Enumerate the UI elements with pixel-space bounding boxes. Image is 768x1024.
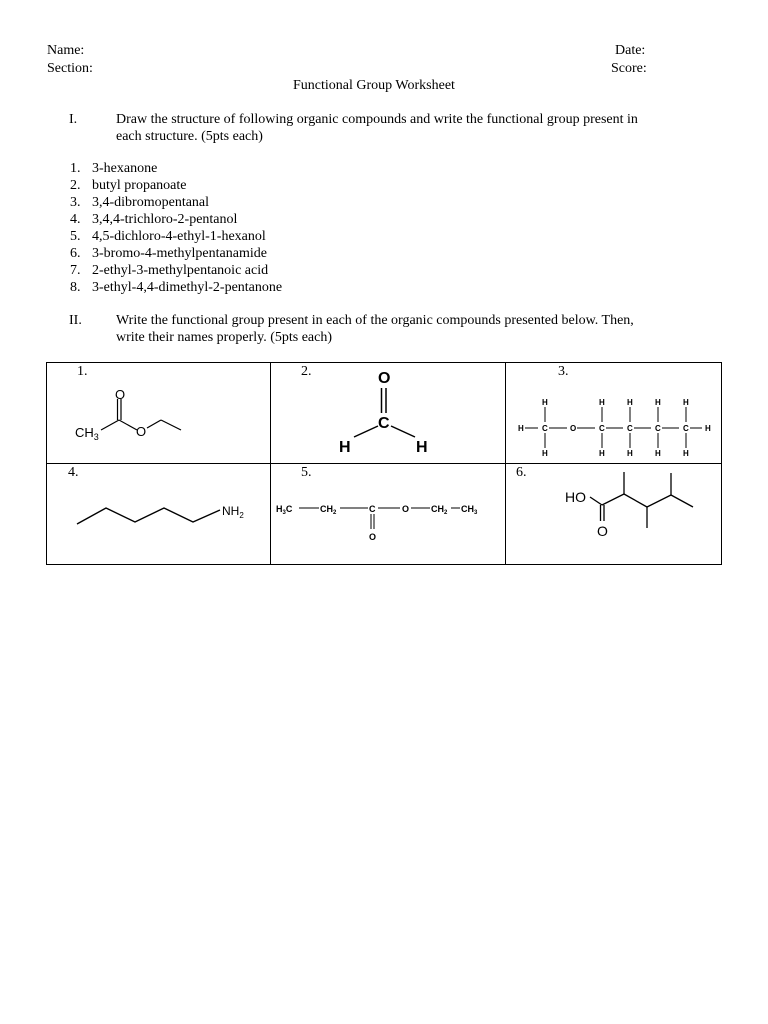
- list-item-num: 3.: [70, 195, 81, 210]
- list-item: 4,5-dichloro-4-ethyl-1-hexanol: [92, 229, 266, 244]
- ho-label: HO: [565, 489, 586, 505]
- nh2-label: $NH_2$: [222, 504, 244, 520]
- structure-5: [274, 496, 504, 546]
- part2-instruction-line2: write their names properly. (5pts each): [116, 330, 333, 345]
- part1-instruction-line1: Draw the structure of following organic compounds and write the functional group present in: [116, 112, 638, 127]
- ch2-label: $CH_2$: [431, 504, 448, 516]
- carbonyl-oxygen-label: O: [369, 532, 377, 542]
- list-item-num: 8.: [70, 280, 81, 295]
- structure-grid: [46, 362, 722, 571]
- list-item-num: 7.: [70, 263, 81, 278]
- carbon-label: C: [369, 504, 376, 514]
- date-label: Date:: [615, 43, 646, 58]
- h-atom: H: [655, 449, 661, 458]
- part2-instruction-line1: Write the functional group present in each of the organic compounds presented below. Then,: [116, 313, 634, 328]
- c-atom: C: [627, 424, 633, 433]
- score-label: Score:: [611, 61, 647, 76]
- h-atom: H: [683, 449, 689, 458]
- cell-number: 4.: [68, 465, 79, 480]
- c-atom: C: [542, 424, 548, 433]
- ch3-label: $CH_3$: [75, 425, 99, 442]
- carbon-label: C: [378, 415, 390, 432]
- part1-numeral: I.: [69, 112, 78, 127]
- h-atom: H: [518, 424, 524, 433]
- h-atom: H: [683, 398, 689, 407]
- list-item: 3-ethyl-4,4-dimethyl-2-pentanone: [92, 280, 283, 295]
- structure-4: [72, 494, 262, 534]
- oxygen-label: O: [378, 370, 391, 387]
- o-atom: O: [570, 424, 577, 433]
- h-atom: H: [599, 398, 605, 407]
- list-item-num: 5.: [70, 229, 81, 244]
- list-item-num: 4.: [70, 212, 81, 227]
- c-atom: C: [599, 424, 605, 433]
- carbonyl-oxygen-label: O: [115, 387, 126, 402]
- ch2-label: $CH_2$: [320, 504, 337, 516]
- list-item-num: 2.: [70, 178, 81, 193]
- carbonyl-oxygen-label: O: [597, 523, 608, 539]
- h-atom: H: [705, 424, 711, 433]
- ch3-label: $CH_3$: [461, 504, 478, 516]
- section-label: Section:: [47, 61, 93, 76]
- cell-number: 2.: [301, 364, 312, 379]
- c-atom: C: [683, 424, 689, 433]
- cell-number: 1.: [77, 364, 88, 379]
- h-atom: H: [599, 449, 605, 458]
- structure-6: [560, 470, 720, 550]
- hydrogen-left-label: H: [339, 439, 351, 456]
- list-item: 3,4,4-trichloro-2-pentanol: [92, 212, 238, 227]
- list-item-num: 6.: [70, 246, 81, 261]
- list-item: butyl propanoate: [92, 178, 187, 193]
- list-item: 2-ethyl-3-methylpentanoic acid: [92, 263, 269, 278]
- h-atom: H: [627, 449, 633, 458]
- list-item: 3-hexanone: [92, 161, 158, 176]
- page-title: Functional Group Worksheet: [293, 78, 455, 93]
- structure-3: [514, 396, 719, 460]
- hydrogen-right-label: H: [416, 439, 428, 456]
- ester-oxygen-label: O: [136, 424, 147, 439]
- cell-number: 3.: [558, 364, 569, 379]
- list-item: 3,4-dibromopentanal: [92, 195, 210, 210]
- c-atom: C: [655, 424, 661, 433]
- cell-number: 6.: [516, 465, 527, 480]
- list-item: 3-bromo-4-methylpentanamide: [92, 246, 267, 261]
- h-atom: H: [655, 398, 661, 407]
- part1-instruction-line2: each structure. (5pts each): [116, 129, 263, 144]
- list-item-num: 1.: [70, 161, 81, 176]
- structure-2: [331, 366, 451, 458]
- structure-1: [71, 386, 221, 446]
- name-label: Name:: [47, 43, 85, 58]
- h3c-label: $H_3C$: [276, 504, 293, 516]
- h-atom: H: [542, 449, 548, 458]
- oxygen-label: O: [402, 504, 410, 514]
- h-atom: H: [542, 398, 548, 407]
- cell-number: 5.: [301, 465, 312, 480]
- h-atom: H: [627, 398, 633, 407]
- part2-numeral: II.: [69, 313, 82, 328]
